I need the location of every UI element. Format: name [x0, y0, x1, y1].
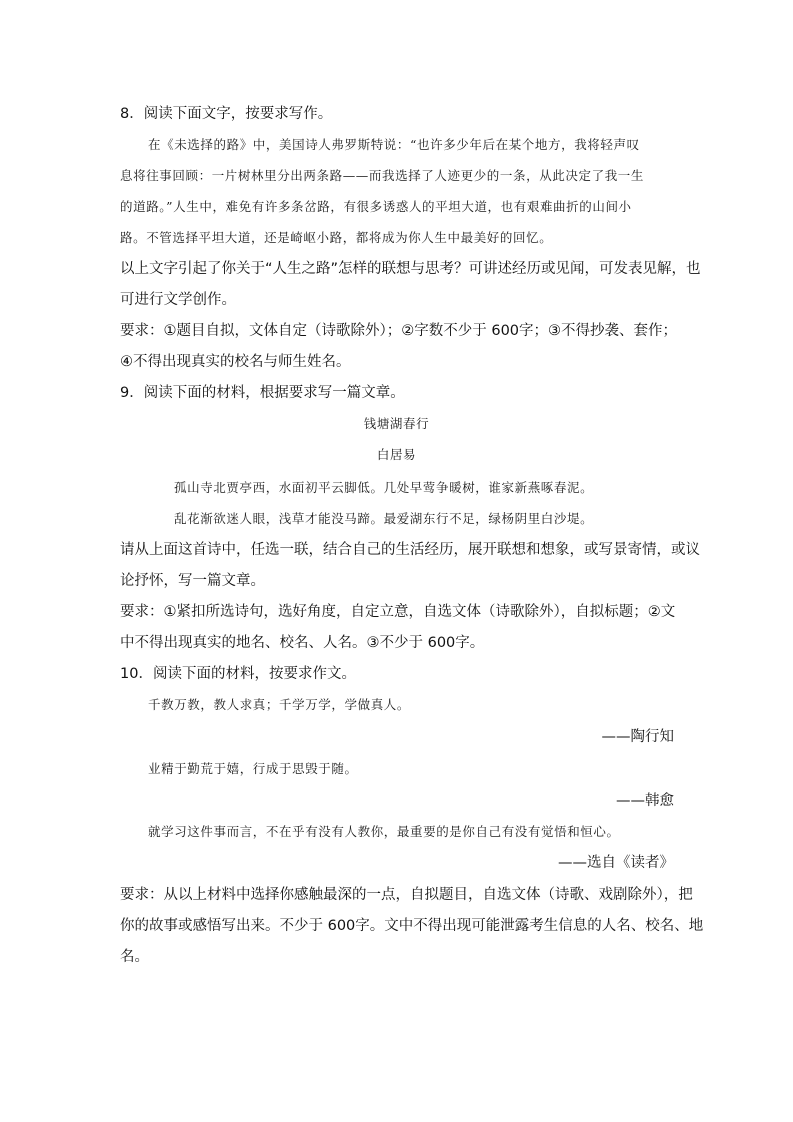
quote-text-2: 业精于勤荒于嬉，行成于思毁于随。	[148, 761, 358, 776]
quote-text-1: 千教万教，教人求真；千学万学，学做真人。	[148, 697, 411, 712]
q9-heading: 9．阅读下面的材料，根据要求写一篇文章。	[120, 385, 405, 401]
quote-source-2: ——韩愈	[616, 793, 674, 809]
q10-requirements-line-3: 名。	[120, 949, 149, 965]
poem-line-1: 孤山寺北贾亭西，水面初平云脚低。几处早莺争暖树，谁家新燕啄春泥。	[174, 480, 594, 495]
q8-requirements-line-1: 要求：①题目自拟，文体自定（诗歌除外）；②字数不少于 600字；③不得抄袭、套作；	[120, 323, 678, 339]
q8-quote-line-3: 的道路。”人生中，难免有许多条岔路，有很多诱惑人的平坦大道，也有艰难曲折的山间小	[120, 199, 632, 214]
q10-heading: 10．阅读下面的材料，按要求作文。	[120, 666, 356, 682]
q8-prompt-line-2: 可进行文学创作。	[120, 292, 236, 308]
quote-source-3: ——选自《读者》	[558, 855, 674, 871]
q8-prompt-line-1: 以上文字引起了你关于“人生之路”怎样的联想与思考？可讲述经历或见闻，可发表见解，也	[120, 261, 701, 277]
q8-heading: 8．阅读下面文字，按要求写作。	[120, 106, 333, 122]
q9-requirements-line-2: 中不得出现真实的地名、校名、人名。③不少于 600字。	[120, 635, 485, 651]
poem-title: 钱塘湖春行	[363, 416, 430, 431]
q10-requirements-line-2: 你的故事或感悟写出来。不少于 600字。文中不得出现可能泄露考生信息的人名、校名、地	[120, 918, 704, 934]
q8-requirements-line-2: ④不得出现真实的校名与师生姓名。	[120, 354, 351, 370]
q9-prompt-line-2: 论抒怀，写一篇文章。	[120, 573, 265, 589]
q8-quote-line-4: 路。不管选择平坦大道，还是崎岖小路，都将成为你人生中最美好的回忆。	[120, 230, 553, 245]
q9-requirements-line-1: 要求：①紧扣所选诗句，选好角度，自定立意，自选文体（诗歌除外），自拟标题；②文	[120, 604, 676, 620]
poem-author: 白居易	[376, 447, 417, 462]
poem-line-2: 乱花渐欲迷人眼，浅草才能没马蹄。最爱湖东行不足，绿杨阴里白沙堤。	[174, 511, 594, 526]
q10-requirements-line-1: 要求：从以上材料中选择你感触最深的一点，自拟题目，自选文体（诗歌、戏剧除外），把	[120, 887, 693, 903]
q9-prompt-line-1: 请从上面这首诗中，任选一联，结合自己的生活经历，展开联想和想象，或写景寄情，或议	[120, 542, 700, 558]
quote-text-3: 就学习这件事而言，不在乎有没有人教你，最重要的是你自己有没有觉悟和恒心。	[148, 824, 620, 839]
q8-quote-line-2: 息将往事回顾：一片树林里分出两条路——而我选择了人迹更少的一条，从此决定了我一生	[120, 168, 645, 183]
q8-quote-line-1: 在《未选择的路》中，美国诗人弗罗斯特说：“也许多少年后在某个地方，我将轻声叹	[148, 137, 640, 152]
quote-source-1: ——陶行知	[601, 729, 674, 745]
